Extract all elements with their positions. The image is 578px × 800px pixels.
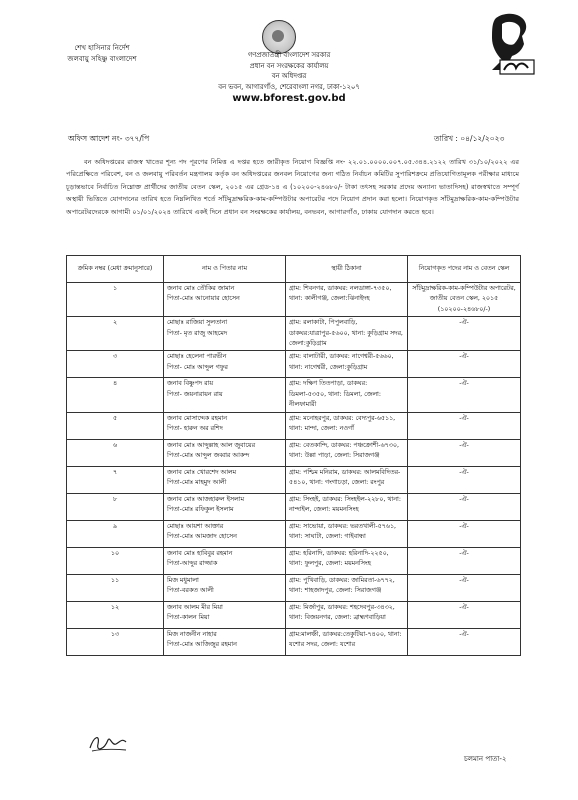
signature-icon xyxy=(86,732,130,754)
name-cell xyxy=(164,439,286,466)
mujib-portrait-logo-icon xyxy=(478,10,540,78)
post-cell: -ঐ- xyxy=(408,351,521,378)
father-name: পিতা-মোঃ মাহমুদ আলী xyxy=(167,479,227,487)
post-cell: -ঐ- xyxy=(408,493,521,520)
address-cell: গ্রাম: মনোহরপুর, ডাকঘর: বেদ্যপুর-৬৫১১, থানা: মান্দা, জেলা: নওগাঁ xyxy=(286,412,408,439)
father-name: পিতা-কালন মিয়া xyxy=(167,614,210,622)
address-cell: গ্রাম: শিবনগর, ডাকঘর: নলডাঙ্গা-৭৩৫০, থানা: কালীগঞ্জ, জেলা:ঝিনাইদহ xyxy=(286,283,408,317)
table-row xyxy=(67,351,521,378)
serial-cell: ৮ xyxy=(67,493,164,520)
table-row xyxy=(67,574,521,601)
appointee-table xyxy=(66,255,521,656)
name-cell xyxy=(164,466,286,493)
order-date: তারিখ : ০৪/১২/২০২৩ xyxy=(434,134,505,143)
header-address: স্থায়ী ঠিকানা xyxy=(286,256,408,283)
header-serial: ক্রমিক নম্বর (মেধা ক্রমানুসারে) xyxy=(67,256,164,283)
address-cell: গ্রাম: সাভোয়া, ডাকঘর: ভরতখালী-৫৭৬১, থানা: সাঘাটা, জেলা: গাইবান্ধা xyxy=(286,520,408,547)
office-header xyxy=(150,50,428,106)
government-emblem-icon xyxy=(262,20,296,54)
appointee-name: মোছাঃ আয়শা আক্তার xyxy=(167,522,224,530)
appointee-name: জনাব মোসাদ্দেক রহমান xyxy=(167,414,228,422)
order-body-text: বন অধিদপ্তরের রাজস্ব খাতের শূন্য পদ পূরণের নিমিত্ত এ দপ্তর হতে জারীকৃত নিয়োগ বিজ্ঞপ্তি নং- ২২.০১.০০০০.০০৭.০৫.৩৪৪.২১২২ তারিখ ৩১/১০/২০২২ এর পরিপ্রেক্ষিতে পরিবেশ, বন ও জলবায়ু পরিবর্তন মন্ত্রণালয় কর্তৃক বন অধিদপ্তরের জনবল নিয়োগের জন্য গঠিত নির্বাচন কমিটির সুপারিশক্রমে প্রতিযোগিতামূলক পরীক্ষার মাধ্যমে চূড়ান্তভাবে নির্বাচিত নিম্নোক্ত প্রার্থীদের জাতীয় বেতন স্কেল, ২০১৫ এর গ্রেড-১৪ এ (১০২০০-২৪৬৮০/- টাকা তৎসহ সরকার প্রদেয় অন্যান্য ভাতাদিসহ) রাজস্বখাতে সম্পূর্ণ অস্থায়ী ভিত্তিতে যোগদানের তারিখ হতে নিম্নলিখিত শর্তে সাঁটমুদ্রাক্ষরিক-কাম-কম্পিউটার অপারেটর পদে নিয়োগ প্রদান করা হলো। নিয়োগকৃত সাঁটমুদ্রাক্ষরিক-কাম-কম্পিউটার অপারেটরদেরকে আগামী ০১/০১/২০২৪ তারিখে একই দিনে প্রধান বন সংরক্ষকের কার্যালয়, বনভবন, আগারগাঁও, ঢাকায় যোগদান করতে হবে। xyxy=(66,158,519,216)
table-row xyxy=(67,439,521,466)
appointee-name: জনাব মোঃ খোরশেদ আলম xyxy=(167,468,237,476)
address-cell: গ্রাম: মির্জাপুর, ডাকঘর: শহদেবপুর-৩৪৩২, থানা: বিজয়নগর, জেলা: ব্রাহ্মণবাড়িয়া xyxy=(286,601,408,628)
serial-cell: ১০ xyxy=(67,547,164,574)
header-name: নাম ও পিতার নাম xyxy=(164,256,286,283)
serial-cell: ৫ xyxy=(67,412,164,439)
post-cell: -ঐ- xyxy=(408,628,521,655)
appointee-name: জনাব বিষ্ণুপদ রায় xyxy=(167,380,214,388)
post-cell: সাঁটমুদ্রাক্ষরিক-কাম-কম্পিউটার অপারেটর, জাতীয় বেতন স্কেল, ২০১৫ (১০২০০-২৪৬৮০/-) xyxy=(408,283,521,317)
father-name: পিতা- হারুন অর রশিদ xyxy=(167,425,223,433)
address-cell: গ্রাম: পশ্চিম মনিরাম, ডাকঘর: আলমবিদিতর- ৫৪১০, থানা: গংগাচড়া, জেলা: রংপুর xyxy=(286,466,408,493)
appointee-name: জনাব মোঃ হাবিবুর রহমান xyxy=(167,549,233,557)
table-row xyxy=(67,547,521,574)
address-cell: গ্রাম:মালঞ্চী, ডাকঘর:তেকুটিয়া-৭৪০০, থানা: যশোর সদর, জেলা: যশোর xyxy=(286,628,408,655)
name-cell xyxy=(164,283,286,317)
name-cell xyxy=(164,378,286,412)
table-row xyxy=(67,378,521,412)
table-row xyxy=(67,493,521,520)
table-row xyxy=(67,628,521,655)
serial-cell: ৩ xyxy=(67,351,164,378)
address-cell: গ্রাম: দক্ষিণ তিতপাড়া, ডাকঘর: ডিমলা-৫৩৫০, থানা: ডিমলা, জেলা: নীলফামারী xyxy=(286,378,408,412)
father-name: পিতা- মৃত রাজু আহমেদ xyxy=(167,329,228,337)
serial-cell: ১ xyxy=(67,283,164,317)
motto-block xyxy=(62,43,142,65)
order-number: অফিস আদেশ নং- ৩৭৭/পি xyxy=(68,134,150,143)
office-name: প্রধান বন সংরক্ষকের কার্যালয় xyxy=(249,61,329,70)
address-cell: গ্রাম: রলাকাটা, পিপুলবাড়ি, ডাকঘর:যাত্রাপুর-৫৬০০, থানা: কুড়িগ্রাম সদর, জেলা:কুড়িগ্রাম xyxy=(286,317,408,351)
post-cell: -ঐ- xyxy=(408,547,521,574)
serial-cell: ১১ xyxy=(67,574,164,601)
serial-cell: ১৩ xyxy=(67,628,164,655)
serial-cell: ৬ xyxy=(67,439,164,466)
father-name: পিতা-মোঃ রফিকুল ইসলাম xyxy=(167,506,234,514)
table-row xyxy=(67,466,521,493)
address-cell: গ্রাম: বেতকান্দি, ডাকঘর: পঞ্চক্রোশী-৬৭৩০, থানা: উল্লা পাড়া, জেলা: সিরাজগঞ্জ xyxy=(286,439,408,466)
name-cell xyxy=(164,547,286,574)
post-cell: -ঐ- xyxy=(408,317,521,351)
name-cell xyxy=(164,520,286,547)
name-cell xyxy=(164,412,286,439)
continued-page-note: চলমান পাতা-২ xyxy=(464,755,507,763)
appointee-name: মিজ নাজনীন নাহার xyxy=(167,630,217,638)
name-cell xyxy=(164,493,286,520)
appointee-name: জনাব মোঃ তৌকির জামান xyxy=(167,285,235,292)
name-cell xyxy=(164,628,286,655)
address-cell: গ্রাম: সিংহই, ডাকঘর: সিংহইল-২২৮০, থানা: নান্দাইল, জেলা: ময়মনসিংহ xyxy=(286,493,408,520)
table-row xyxy=(67,412,521,439)
motto-line-2: জলবায়ু সহিষ্ণু বাংলাদেশ xyxy=(67,55,137,63)
father-name: পিতা-মোঃ আব্দুল জব্বার আকন্দ xyxy=(167,452,250,460)
appointee-name: জনাব মোঃ আজহারুল ইসলাম xyxy=(167,495,245,503)
header-post: নিয়োগকৃত পদের নাম ও বেতন স্কেল xyxy=(408,256,521,283)
appointee-name: মিজ মধুমালা xyxy=(167,576,199,584)
post-cell: -ঐ- xyxy=(408,378,521,412)
father-name: পিতা-মোঃ আনোয়ার হোসেন xyxy=(167,295,240,303)
father-name: পিতা- জয়নারায়ন রায় xyxy=(167,390,223,398)
serial-cell: ১২ xyxy=(67,601,164,628)
table-row xyxy=(67,317,521,351)
post-cell: -ঐ- xyxy=(408,574,521,601)
serial-cell: ২ xyxy=(67,317,164,351)
post-cell: -ঐ- xyxy=(408,466,521,493)
serial-cell: ৭ xyxy=(67,466,164,493)
appointee-name: মোছাঃ হেলেনা পারভীন xyxy=(167,353,227,361)
motto-line-1: শেখ হাসিনার নির্দেশ xyxy=(74,44,130,52)
name-cell xyxy=(164,574,286,601)
table-row xyxy=(67,283,521,317)
appointee-name: জনাব মোঃ আব্দুল্লাহ আল জুবায়ের xyxy=(167,441,256,449)
office-address: বন ভবন, আগারগাঁও, শেরেবাংলা নগর, ঢাকা-১২০৭ xyxy=(218,82,360,91)
post-cell: -ঐ- xyxy=(408,520,521,547)
department-name: বন অধিদপ্তর xyxy=(271,72,307,81)
father-name: পিতা- মোঃ আব্দুল গফুর xyxy=(167,363,228,371)
address-cell: গ্রাম: হরিনাদি, ডাকঘর: হরিনাদি-২২৫০, থানা: ফুলপুর, জেলা: ময়মনসিংহ xyxy=(286,547,408,574)
table-row xyxy=(67,601,521,628)
name-cell xyxy=(164,351,286,378)
name-cell xyxy=(164,317,286,351)
appointee-name: মোছাঃ রাজিয়া সুলতানা xyxy=(167,319,228,327)
father-name: পিতা-মোঃ আমজাদ হোসেন xyxy=(167,533,237,541)
address-cell: গ্রাম: পুখিবাড়ি, ডাকঘর: জামিরতা-৬৭৭২, থানা: শাহজাদপুর, জেলা: সিরাজগঞ্জ xyxy=(286,574,408,601)
post-cell: -ঐ- xyxy=(408,412,521,439)
serial-cell: ৪ xyxy=(67,378,164,412)
website-link[interactable]: www.bforest.gov.bd xyxy=(232,93,346,105)
appointee-name: জনাব আলম মীর মিয়া xyxy=(167,603,223,611)
post-cell: -ঐ- xyxy=(408,601,521,628)
address-cell: গ্রাম: বালাটারী, ডাকঘর: নাগেশ্বরী-৫৬৬০, থানা: নাগেশ্বরী, জেলা:কুড়িগ্রাম xyxy=(286,351,408,378)
father-name: পিতা-বরকত আলী xyxy=(167,587,214,595)
serial-cell: ৯ xyxy=(67,520,164,547)
govt-name: গণপ্রজাতন্ত্রী বাংলাদেশ সরকার xyxy=(247,51,331,59)
table-row xyxy=(67,520,521,547)
father-name: পিতা-আব্দুর রাজ্জাক xyxy=(167,560,218,568)
name-cell xyxy=(164,601,286,628)
post-cell: -ঐ- xyxy=(408,439,521,466)
father-name: পিতা-মোঃ আজিজুর রহমান xyxy=(167,641,237,649)
